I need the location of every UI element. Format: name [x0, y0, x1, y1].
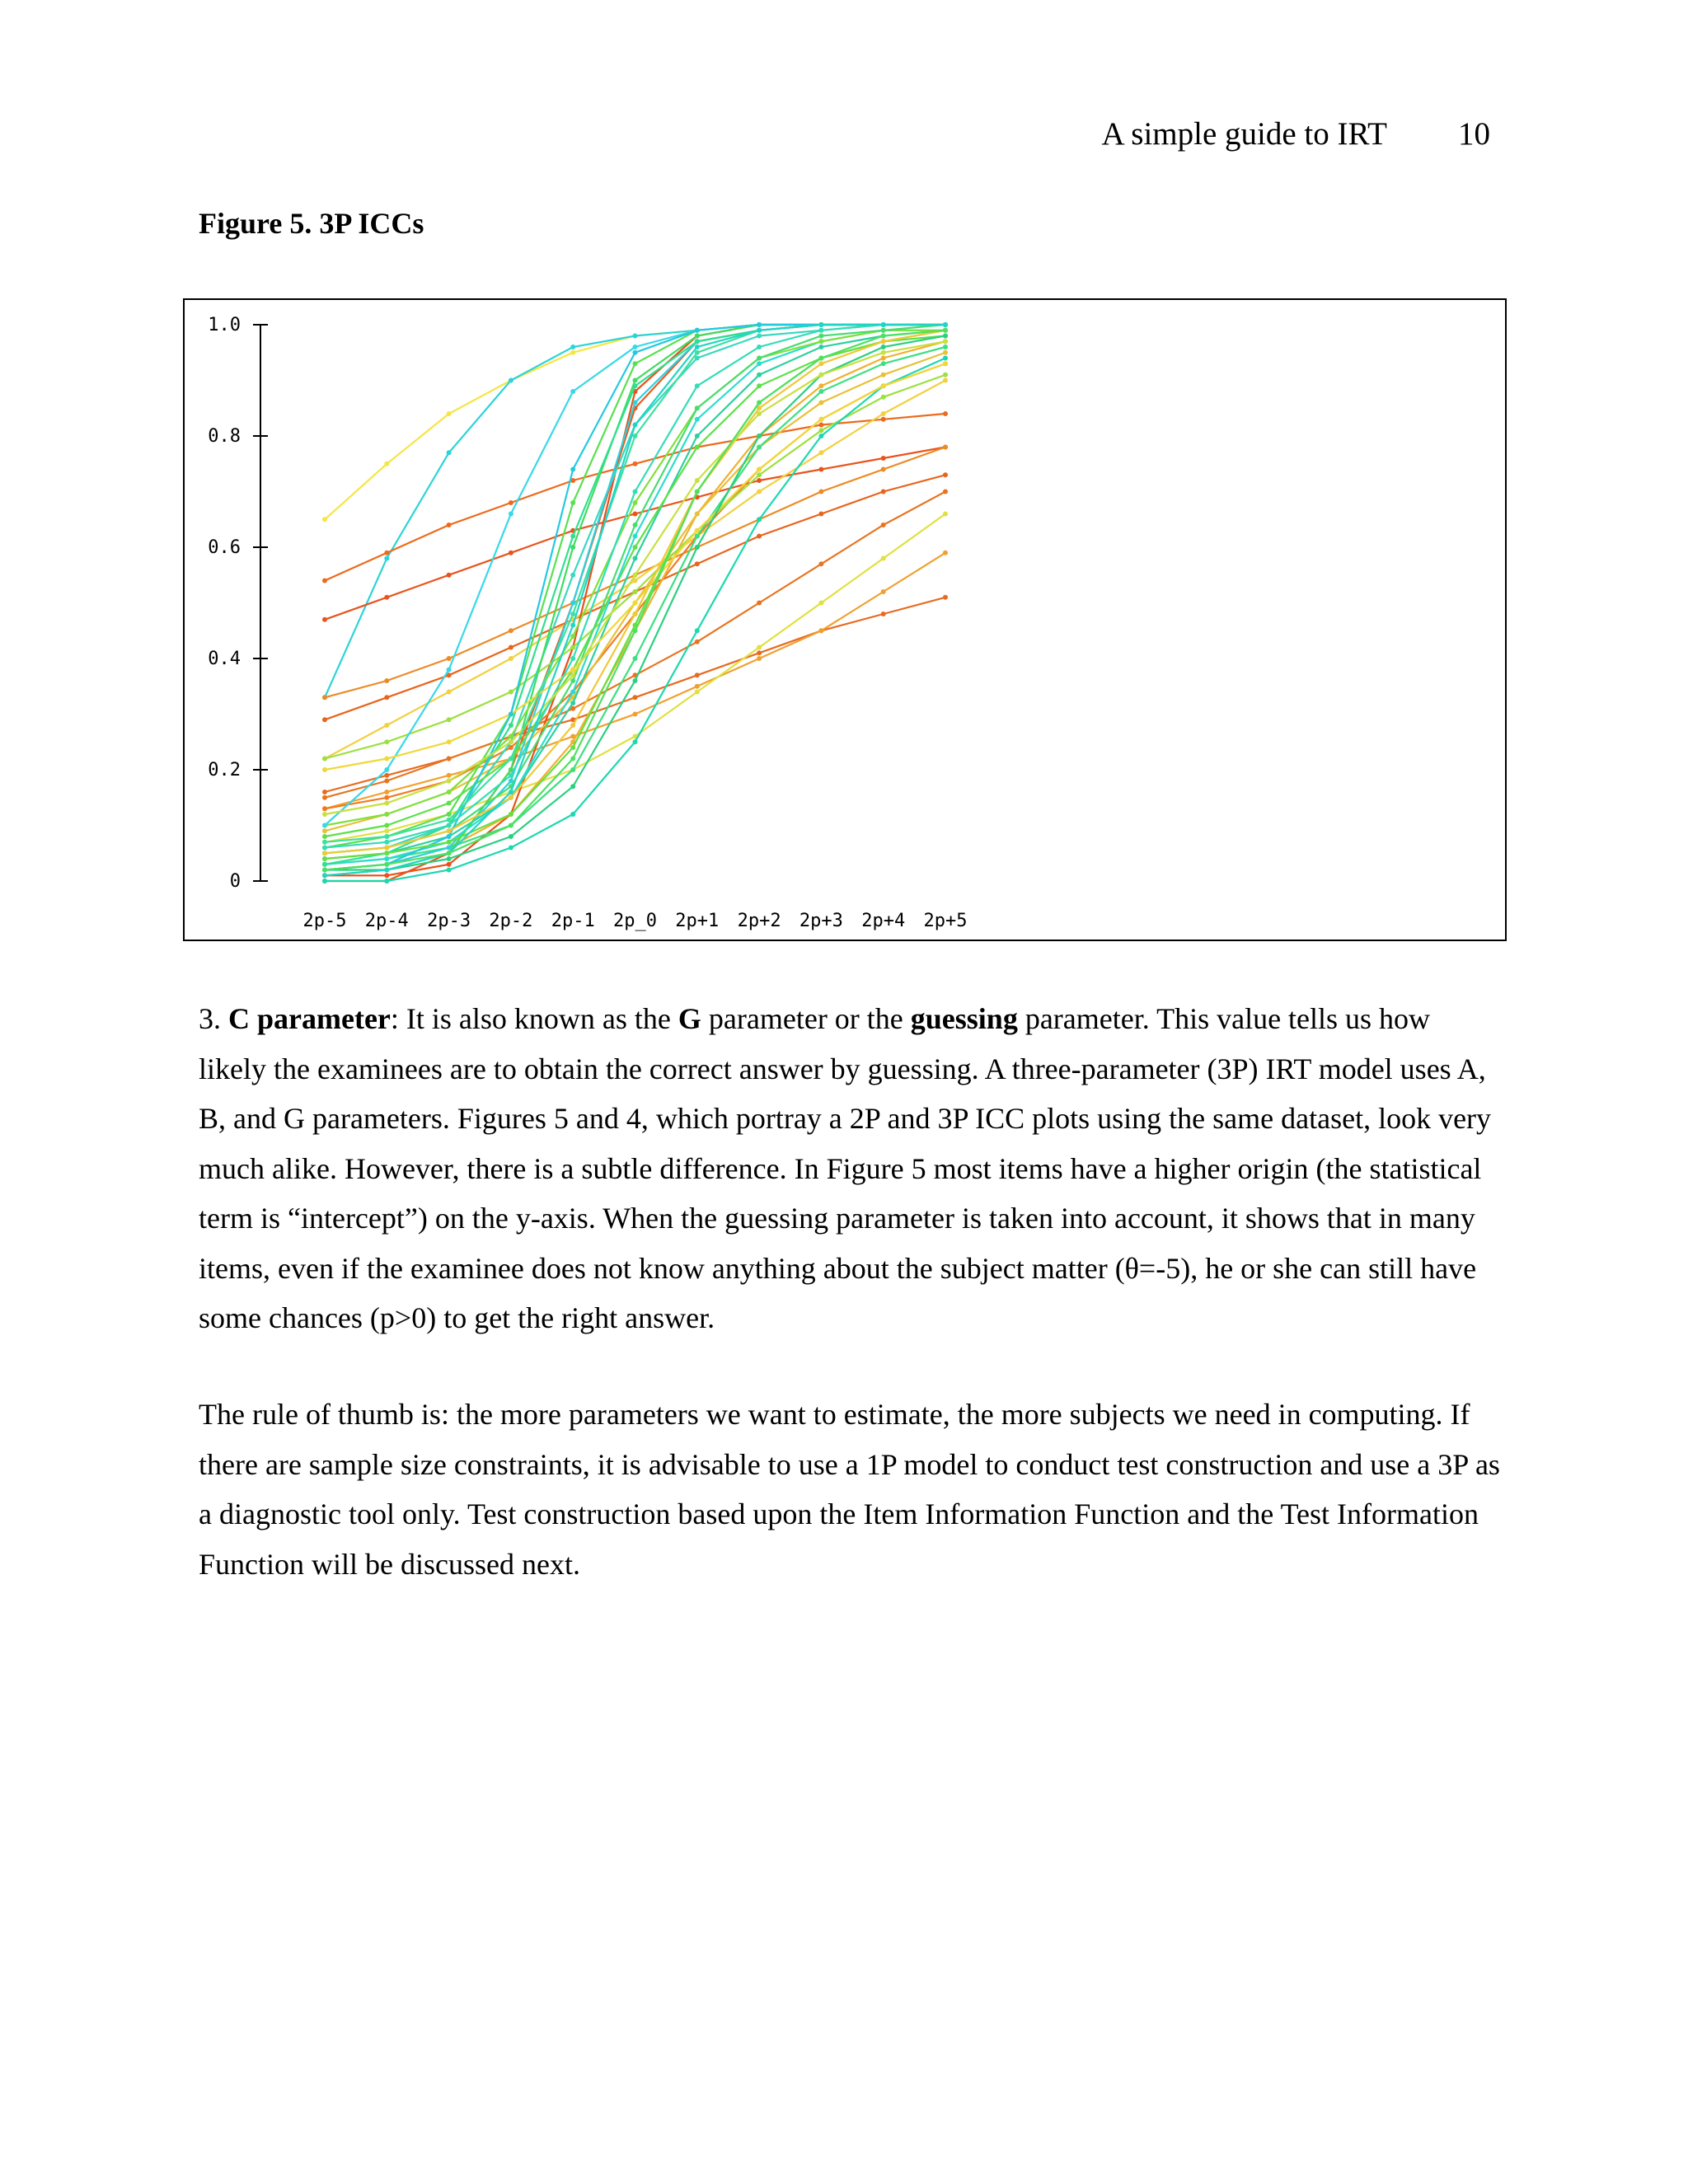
icc-data-point	[509, 823, 513, 828]
icc-data-point	[509, 834, 513, 839]
icc-data-point	[384, 551, 389, 555]
x-tick-label: 2p-5	[302, 911, 347, 931]
icc-data-point	[695, 673, 700, 677]
icc-data-point	[818, 361, 823, 366]
icc-data-point	[633, 534, 638, 539]
icc-data-point	[570, 467, 575, 472]
icc-data-point	[322, 862, 327, 867]
icc-data-point	[447, 846, 452, 851]
icc-data-point	[943, 472, 948, 477]
icc-data-point	[695, 628, 700, 633]
icc-data-point	[322, 823, 327, 828]
icc-data-point	[695, 561, 700, 566]
x-tick-label: 2p+5	[923, 911, 968, 931]
icc-data-point	[570, 701, 575, 705]
icc-data-point	[633, 589, 638, 594]
icc-data-point	[633, 512, 638, 517]
icc-data-point	[384, 879, 389, 883]
icc-data-point	[509, 712, 513, 717]
icc-data-point	[881, 589, 886, 594]
icc-data-point	[384, 723, 389, 728]
icc-data-point	[384, 757, 389, 762]
y-tick-label: 0.2	[208, 760, 241, 780]
icc-data-point	[322, 856, 327, 861]
icc-data-point	[384, 790, 389, 794]
icc-data-point	[384, 678, 389, 683]
icc-data-point	[447, 773, 452, 778]
icc-data-point	[447, 840, 452, 845]
icc-data-point	[757, 645, 762, 650]
icc-data-point	[509, 846, 513, 851]
icc-data-point	[384, 595, 389, 600]
icc-data-point	[943, 551, 948, 555]
icc-data-point	[384, 767, 389, 772]
icc-data-point	[695, 445, 700, 450]
icc-data-point	[322, 846, 327, 851]
icc-data-point	[322, 757, 327, 762]
icc-data-point	[695, 383, 700, 388]
icc-data-point	[881, 361, 886, 366]
y-tick-label: 0	[229, 871, 241, 892]
icc-data-point	[447, 690, 452, 695]
icc-data-point	[384, 779, 389, 784]
icc-data-point	[384, 846, 389, 851]
icc-data-point	[570, 573, 575, 578]
icc-data-point	[570, 690, 575, 695]
icc-data-point	[881, 383, 886, 388]
icc-data-point	[633, 378, 638, 383]
icc-data-point	[447, 757, 452, 762]
icc-data-point	[881, 612, 886, 616]
icc-data-point	[322, 879, 327, 883]
icc-data-point	[633, 523, 638, 527]
icc-data-point	[509, 645, 513, 650]
icc-data-point	[633, 601, 638, 606]
term-g: G	[678, 1002, 701, 1035]
icc-data-point	[384, 828, 389, 833]
icc-data-point	[695, 405, 700, 410]
icc-data-point	[757, 401, 762, 405]
icc-data-point	[322, 868, 327, 873]
icc-data-point	[447, 739, 452, 744]
icc-data-point	[509, 812, 513, 817]
icc-data-point	[818, 490, 823, 494]
icc-data-point	[570, 612, 575, 616]
icc-data-point	[384, 462, 389, 466]
icc-chart	[185, 300, 1505, 940]
icc-data-point	[818, 334, 823, 339]
paragraph-text: parameter. This value tells us how likely the examinees are to obtain the correct answer by guessing. A three-parameter (3P) IRT model uses A, B, and G parameters. Figures 5 and 4, which portray a 2P and 3P ICC plots using the same dataset, look very much alike. However, there is a subtle difference. In Figure 5 most items have a higher origin (the statistical term is “intercept”) on the y-axis. When the guessing parameter is taken into account, it shows that in many items, even if the examinee does not know anything about the subject matter (θ=-5), he or she can still have some chances (p>0) to get the right answer.	[199, 1002, 1492, 1334]
icc-data-point	[633, 545, 638, 550]
icc-data-point	[695, 478, 700, 483]
icc-data-point	[633, 344, 638, 349]
icc-data-point	[633, 434, 638, 438]
icc-data-point	[881, 356, 886, 361]
icc-data-point	[695, 334, 700, 339]
term-c-parameter: C parameter	[228, 1002, 391, 1035]
icc-data-point	[695, 534, 700, 539]
icc-data-point	[322, 834, 327, 839]
x-tick-label: 2p+3	[799, 911, 843, 931]
icc-data-point	[322, 517, 327, 522]
running-header	[1102, 115, 1490, 152]
icc-data-point	[633, 500, 638, 505]
icc-data-point	[322, 695, 327, 700]
icc-data-point	[943, 373, 948, 377]
icc-data-point	[633, 612, 638, 616]
icc-data-point	[881, 339, 886, 344]
x-tick-label: 2p-4	[364, 911, 409, 931]
icc-data-point	[943, 595, 948, 600]
x-tick-label: 2p+4	[861, 911, 906, 931]
icc-data-point	[818, 417, 823, 422]
icc-data-point	[570, 601, 575, 606]
icc-data-point	[818, 383, 823, 388]
icc-data-point	[509, 500, 513, 505]
icc-data-point	[509, 512, 513, 517]
icc-data-point	[633, 334, 638, 339]
icc-data-point	[509, 628, 513, 633]
icc-data-point	[943, 512, 948, 517]
page-number: 10	[1458, 116, 1490, 152]
icc-data-point	[757, 373, 762, 377]
icc-data-point	[695, 512, 700, 517]
icc-data-point	[818, 356, 823, 361]
icc-data-point	[757, 334, 762, 339]
paragraph-text: 3.	[199, 1002, 228, 1035]
y-tick-label: 0.4	[208, 649, 241, 669]
x-tick-label: 2p-3	[427, 911, 471, 931]
icc-data-point	[633, 628, 638, 633]
icc-data-point	[881, 395, 886, 400]
icc-data-point	[447, 801, 452, 806]
icc-data-point	[881, 556, 886, 561]
icc-data-point	[818, 601, 823, 606]
icc-data-point	[322, 873, 327, 878]
icc-data-point	[633, 350, 638, 355]
icc-data-point	[570, 678, 575, 683]
icc-data-point	[757, 411, 762, 416]
x-tick-label: 2p_0	[613, 911, 657, 931]
icc-data-point	[757, 445, 762, 450]
icc-data-point	[695, 434, 700, 438]
icc-data-point	[881, 328, 886, 333]
icc-data-point	[447, 450, 452, 455]
icc-data-point	[633, 361, 638, 366]
icc-data-point	[384, 840, 389, 845]
icc-data-point	[570, 500, 575, 505]
icc-data-point	[322, 851, 327, 855]
icc-data-point	[943, 334, 948, 339]
icc-data-point	[943, 445, 948, 450]
icc-data-point	[943, 328, 948, 333]
icc-data-point	[633, 695, 638, 700]
icc-data-point	[384, 801, 389, 806]
icc-data-point	[570, 545, 575, 550]
icc-data-point	[509, 795, 513, 800]
icc-data-point	[570, 344, 575, 349]
icc-data-point	[509, 790, 513, 794]
icc-data-point	[943, 361, 948, 366]
icc-data-point	[322, 790, 327, 794]
icc-data-point	[757, 361, 762, 366]
icc-data-point	[384, 695, 389, 700]
icc-data-point	[818, 389, 823, 394]
icc-data-point	[322, 717, 327, 722]
icc-data-point	[509, 690, 513, 695]
icc-data-point	[695, 690, 700, 695]
icc-data-point	[322, 795, 327, 800]
icc-data-point	[322, 840, 327, 845]
icc-data-point	[695, 490, 700, 494]
figure-title: Figure 5. 3P ICCs	[199, 207, 424, 240]
icc-data-point	[447, 834, 452, 839]
icc-data-point	[757, 650, 762, 655]
icc-data-point	[695, 339, 700, 344]
icc-data-point	[447, 812, 452, 817]
icc-data-point	[757, 534, 762, 539]
icc-data-point	[384, 556, 389, 561]
icc-series-line	[325, 341, 945, 869]
icc-data-point	[570, 623, 575, 628]
icc-data-point	[447, 828, 452, 833]
icc-data-point	[570, 534, 575, 539]
icc-data-point	[447, 823, 452, 828]
icc-data-point	[695, 684, 700, 689]
icc-data-point	[570, 673, 575, 677]
icc-data-point	[384, 773, 389, 778]
icc-data-point	[881, 373, 886, 377]
icc-data-point	[695, 417, 700, 422]
icc-data-point	[757, 356, 762, 361]
icc-data-point	[447, 717, 452, 722]
icc-data-point	[818, 561, 823, 566]
icc-data-point	[757, 656, 762, 661]
icc-data-point	[633, 678, 638, 683]
icc-data-point	[570, 784, 575, 789]
icc-data-point	[818, 322, 823, 327]
icc-data-point	[757, 467, 762, 472]
icc-data-point	[570, 757, 575, 762]
icc-data-point	[757, 434, 762, 438]
term-guessing: guessing	[910, 1002, 1018, 1035]
icc-data-point	[384, 856, 389, 861]
icc-data-point	[695, 528, 700, 533]
icc-data-point	[943, 378, 948, 383]
icc-data-point	[384, 873, 389, 878]
icc-data-point	[881, 417, 886, 422]
icc-data-point	[447, 868, 452, 873]
paragraph-text: : It is also known as the	[390, 1002, 678, 1035]
icc-data-point	[322, 812, 327, 817]
icc-data-point	[447, 856, 452, 861]
icc-data-point	[818, 373, 823, 377]
icc-data-point	[570, 723, 575, 728]
icc-data-point	[384, 812, 389, 817]
icc-data-point	[818, 428, 823, 433]
icc-data-point	[322, 617, 327, 622]
icc-data-point	[384, 823, 389, 828]
icc-data-point	[943, 350, 948, 355]
icc-data-point	[881, 322, 886, 327]
icc-data-point	[570, 767, 575, 772]
icc-data-point	[818, 512, 823, 517]
icc-data-point	[570, 350, 575, 355]
icc-data-point	[633, 423, 638, 428]
y-tick-label: 0.6	[208, 537, 241, 558]
icc-data-point	[447, 668, 452, 673]
icc-data-point	[818, 423, 823, 428]
paragraph-rule-of-thumb: The rule of thumb is: the more parameters we want to estimate, the more subjects we need in computing. If there are sample size constraints, it is advisable to use a 1P model to conduct test construction and use a 3P as a diagnostic tool only. Test construction based upon the Item Information Function and the Test Information Function will be discussed next.	[199, 1398, 1500, 1581]
icc-data-point	[818, 401, 823, 405]
paragraph-text: parameter or the	[701, 1002, 911, 1035]
icc-data-point	[757, 517, 762, 522]
icc-data-point	[447, 411, 452, 416]
icc-data-point	[881, 334, 886, 339]
icc-data-point	[384, 739, 389, 744]
icc-data-point	[633, 656, 638, 661]
icc-data-point	[881, 456, 886, 461]
icc-data-point	[447, 790, 452, 794]
icc-data-point	[695, 328, 700, 333]
icc-data-point	[384, 851, 389, 855]
icc-data-point	[509, 734, 513, 739]
icc-data-point	[509, 757, 513, 762]
icc-data-point	[384, 795, 389, 800]
icc-data-point	[447, 523, 452, 527]
icc-data-point	[384, 862, 389, 867]
icc-data-point	[818, 328, 823, 333]
icc-data-point	[757, 490, 762, 494]
y-tick-label: 0.8	[208, 426, 241, 447]
x-tick-label: 2p-2	[489, 911, 533, 931]
running-title: A simple guide to IRT	[1101, 116, 1387, 152]
icc-data-point	[943, 322, 948, 327]
icc-data-point	[881, 350, 886, 355]
icc-data-point	[447, 779, 452, 784]
icc-data-point	[509, 739, 513, 744]
x-tick-label: 2p+2	[737, 911, 781, 931]
icc-data-point	[695, 545, 700, 550]
x-tick-label: 2p-1	[551, 911, 595, 931]
icc-data-point	[881, 490, 886, 494]
icc-data-point	[633, 383, 638, 388]
icc-data-point	[384, 834, 389, 839]
icc-data-point	[695, 640, 700, 644]
icc-data-point	[447, 573, 452, 578]
icc-data-point	[818, 344, 823, 349]
icc-data-point	[570, 389, 575, 394]
icc-data-point	[570, 634, 575, 639]
icc-data-point	[943, 411, 948, 416]
icc-data-point	[757, 322, 762, 327]
icc-data-point	[633, 556, 638, 561]
icc-data-point	[447, 656, 452, 661]
icc-data-point	[757, 472, 762, 477]
icc-data-point	[322, 828, 327, 833]
icc-data-point	[818, 628, 823, 633]
icc-data-point	[633, 573, 638, 578]
icc-data-point	[881, 344, 886, 349]
icc-data-point	[570, 745, 575, 750]
icc-data-point	[509, 723, 513, 728]
icc-data-point	[509, 551, 513, 555]
icc-data-point	[757, 383, 762, 388]
icc-data-point	[943, 490, 948, 494]
icc-data-point	[509, 656, 513, 661]
icc-data-point	[633, 712, 638, 717]
icc-data-point	[633, 401, 638, 405]
icc-data-point	[881, 467, 886, 472]
icc-data-point	[818, 339, 823, 344]
icc-data-point	[633, 490, 638, 494]
icc-data-point	[384, 868, 389, 873]
icc-data-point	[695, 350, 700, 355]
icc-data-point	[881, 411, 886, 416]
y-tick-label: 1.0	[208, 315, 241, 335]
icc-data-point	[570, 645, 575, 650]
icc-data-point	[757, 601, 762, 606]
icc-data-point	[570, 812, 575, 817]
icc-data-point	[818, 467, 823, 472]
icc-data-point	[818, 450, 823, 455]
icc-data-point	[757, 344, 762, 349]
icc-data-point	[633, 739, 638, 744]
icc-data-point	[447, 818, 452, 823]
icc-data-point	[322, 579, 327, 583]
figure-frame	[183, 298, 1507, 941]
icc-data-point	[943, 339, 948, 344]
icc-data-point	[447, 862, 452, 867]
icc-data-point	[633, 462, 638, 466]
icc-data-point	[818, 434, 823, 438]
paragraph-c-parameter	[199, 994, 1501, 1343]
icc-data-point	[509, 378, 513, 383]
icc-data-point	[509, 773, 513, 778]
icc-data-point	[757, 328, 762, 333]
icc-data-point	[570, 656, 575, 661]
icc-data-point	[757, 478, 762, 483]
icc-data-point	[322, 806, 327, 811]
icc-data-point	[881, 523, 886, 527]
x-tick-label: 2p+1	[675, 911, 720, 931]
icc-data-point	[695, 344, 700, 349]
icc-data-point	[943, 356, 948, 361]
icc-data-point	[447, 851, 452, 855]
icc-data-point	[322, 767, 327, 772]
icc-data-point	[943, 344, 948, 349]
